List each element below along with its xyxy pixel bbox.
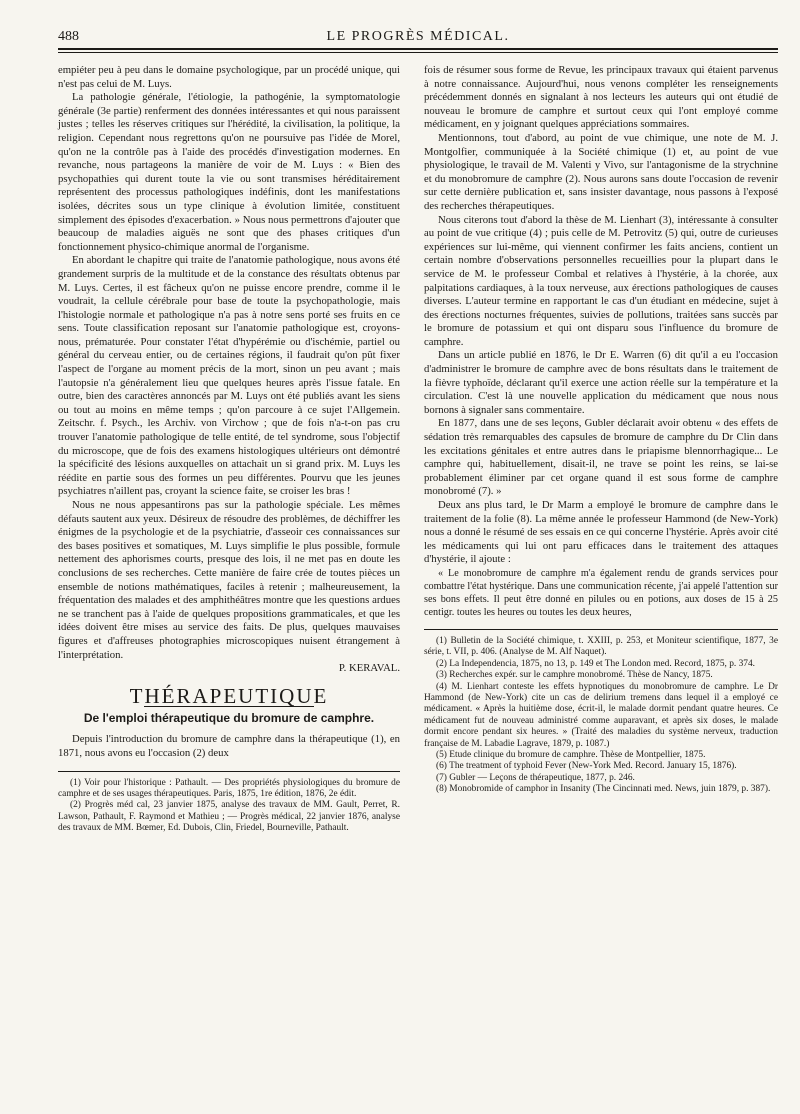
body-paragraph: La pathologie générale, l'étiologie, la pathogénie, la symptomatologie générale (3e partie) renferment des données intéressantes et qui nous paraissent justes ; telles les réserves critiques sur l'hérédité, la civilisation, la politique, la religion. Cependant nous regrettons qu'on ne poursuive pas l'idée de Morel, qu'on ne la contrôle pas à l'aide des procédés d'investigation modernes. En revanche, nous partageons la manière de voir de M. Luys : « Bien des psychopathies qui durent toute la vie ou sont transmises héréditairement représentent des processus pathologiques indéfinis, dont les manifestations isolées, décrites sous un type clinique à évolution limitée, constituent simplement des épisodes d'exacerbation. » Nous nous permettrons d'ajouter que beaucoup de maladies aiguës ne sont que des phases critiques d'un fonctionnement physico-chimique anormal de l'organisme. (58, 91, 400, 253)
body-paragraph: fois de résumer sous forme de Revue, les principaux travaux qui étaient parvenus à notre connaissance. Aujourd'hui, nous venons compléter les renseignements précédemment donnés en signalant à nos lecteurs les auteurs qui ont étudié de nouveau le bromure de camphre et surtout ceux qui l'ont employé comme médicament, en y joignant quelques appréciations sommaires. (424, 64, 778, 131)
footnote: (2) La Independencia, 1875, no 13, p. 149 et The London med. Record, 1875, p. 374. (436, 658, 756, 669)
body-paragraph: Mentionnons, tout d'abord, au point de vue chimique, une note de M. J. Montgolfier, communiquée à la Société chimique (1) et, au point de vue physiologique, le travail de M. Valenti y Vivo, sur l'antagonisme de la strychnine et du monobromure de camphre (2). Nous aurons sans doute l'occasion de revenir sur cette dernière publication et, sans insister davantage, nous passons à l'exposé des recherches thérapeutiques. (424, 131, 778, 212)
footnote-rule (58, 771, 400, 772)
page-number: 488 (58, 29, 79, 44)
footnote: (2) Progrès méd cal, 23 janvier 1875, analyse des travaux de MM. Gault, Perret, R. Lawson, Pathault, F. Raymond et Mathieu ; — Progrès médical, 22 janvier 1876, analyse des travaux de MM. Bœmer, Ed. Dubois, Clin, Friedel, Bourneville, Pathault. (58, 800, 400, 834)
footnote: (5) Etude clinique du bromure de camphre. Thèse de Montpellier, 1875. (436, 750, 706, 761)
section-title (58, 683, 400, 708)
body-paragraph: Dans un article publié en 1876, le Dr E. Warren (6) dit qu'il a eu l'occasion d'administrer le bromure de camphre avec de bons résultats dans le traitement de la fièvre typhoïde, déclarant qu'il exerce une action réelle sur la température et la circulation. C'est là une nouvelle application du médicament que nous nous bornons à signaler sans commentaire. (424, 349, 778, 416)
footnote: (3) Recherches expér. sur le camphre monobromé. Thèse de Nancy, 1875. (436, 670, 713, 681)
block-quote: « Le monobromure de camphre m'a également rendu de grands services pour combattre l'état hystérique. Dans une communication récente, j'ai appelé l'attention sur ses bons effets. Il peut être donné en pilules ou en potions, aux doses de 15 à 25 centigr. toutes les heures ou toutes les deux heures, (424, 567, 778, 618)
footnote: (4) M. Lienhart conteste les effets hypnotiques du monobromure de camphre. Le Dr Hammond (de New-York) cite un cas de delirium tremens dans lequel il a employé ce médicament. « Après la huitième dose, écrit-il, le malade dormit pendant quatre heures. Ce médicament fut de nouveau administré comme auparavant, et après six doses, le malade dormit encore pendant six heures. » (Traité des maladies du système nerveux, traduction française de M. Labadie Lagrave, 1879, p. 1087.) (424, 681, 778, 749)
footnote: (8) Monobromide of camphor in Insanity (The Cincinnati med. News, juin 1879, p. 387). (436, 784, 771, 795)
header-rule-thick (58, 48, 778, 50)
footnote: (1) Bulletin de la Société chimique, t. XXIII, p. 253, et Moniteur scientifique, 1877, 3e série, t. VII, p. 406. (Analyse de M. Alf Naquet). (424, 635, 778, 658)
body-paragraph: empiéter peu à peu dans le domaine psychologique, par un procédé unique, qui n'est pas celui de M. Luys. (58, 64, 400, 90)
body-paragraph: En abordant le chapitre qui traite de l'anatomie pathologique, nous avons été grandement surpris de la multitude et de la constance des résultats obtenus par M. Luys. Certes, il est fâcheux qu'on ne puisse encore prendre, comme il le voudrait, la cellule cérébrale pour base de toute la psychopathologie, mais l'histologie normale et pathologique n'a pas à notre sens porté ses fruits en ce sens. Toute classification reposant sur l'anatomie pathologique est, croyons-nous, prématurée. Pour constater l'état d'hypérémie ou d'ischémie, partiel ou général du cerveau entier, ou de certaines régions, il faudrait qu'on pût fixer l'aspect de l'organe au moment précis de la mort, sinon un peu avant ; mais l'autopsie n'a généralement lieu que quelques heures après l'issue fatale. En outre, bien des caractères annoncés par M. Luys ont été publiés avant les siens ou tout au moins en même temps ; qu'on parcoure à ce sujet l'Allgemein. Zeitschr. f. Psych., les Archiv. von Virchow ; que de fois n'a-t-on pas cru trouver l'anatomie pathologique de telle entité, de tel syndrome, sous l'objectif du microscope, que de fois des examens histologiques ultérieurs ont démontré la spécificité des lésions auxquelles on attachait un si grand prix. M. Luys les réédite en partie sous des formes un peu différentes. Pourvu que les jeunes psychiatres n'aillent pas, croyant la science faite, se croiser les bras ! (58, 254, 400, 498)
body-paragraph: Nous ne nous appesantirons pas sur la pathologie spéciale. Les mêmes défauts sautent aux yeux. Désireux de résoudre des problèmes, de déchiffrer les énigmes de la psychologie et de la psychiatrie, d'asseoir ces connaissances sur des bases positives et somatiques, M. Luys simplifie le plus possible, formule nettement des aphorismes courts, presque des lois, il ne met pas en doute les conclusions de ses recherches. Cette manière de faire crée de toutes pièces un ensemble de notions mathématiques, faciles à retenir ; malheureusement, la fréquentation des malades et des amphithéâtres montre que les questions ardues ne se tranchent pas à l'aide de quelques propositions grammaticales, et que les idées doivent être mises au service des faits. De plus, quelques mauvaises figures et d'affreuses photographies microscopiques nuisent étrangement à l'interprétation. (58, 499, 400, 661)
intro-paragraph: Depuis l'introduction du bromure de camphre dans la thérapeutique (1), en 1871, nous avons eu l'occasion (2) deux (58, 733, 400, 759)
footnote-rule (424, 629, 778, 630)
body-paragraph: Nous citerons tout d'abord la thèse de M. Lienhart (3), intéressante à consulter au point de vue critique (4) ; puis celle de M. Petrovitz (5) qui, outre de curieuses expériences sur lui-même, qui viennent confirmer les faits anciens, contient un certain nombre d'observations personnelles recueillies pour la plupart dans le service de M. le professeur Combal et relatives à l'hystérie, à la chorée, aux palpitations cardiaques, à la toux nerveuse, aux érections pathologiques de causes diverses. L'auteur termine en rapportant le cas d'un étudiant en médecine, sujet à des érections nocturnes fréquentes, suivies de pollutions, traitées sans succès par le bromure de potassium et qui ont disparu sous l'influence du bromure de camphre. (424, 213, 778, 348)
right-column (424, 64, 778, 796)
section-subtitle: De l'emploi thérapeutique du bromure de camphre. (83, 711, 375, 726)
page-header (58, 29, 778, 49)
body-paragraph: En 1877, dans une de ses leçons, Gubler déclarait avoir obtenu « des effets de sédation très remarquables des capsules de bromure de camphre du Dr Clin dans les excitations génitales et entre autres dans le priapisme blennorrhagique... Le camphre qui, habituellement, disait-il, ne trave se point les reins, se lai-se probablement éliminer par cet organe quand il est sous forme de camphre monobromé (7). » (424, 417, 778, 498)
footnote: (7) Gubler — Leçons de thérapeutique, 1877, p. 246. (436, 772, 635, 783)
section-title-text: THÉRAPEUTIQUE (129, 683, 329, 708)
header-rule-thin (58, 52, 778, 53)
journal-title: LE PROGRÈS MÉDICAL. (326, 29, 510, 44)
author-signature: P. KERAVAL. (338, 662, 400, 675)
left-column (58, 64, 400, 835)
footnote: (1) Voir pour l'historique : Pathault. — Des propriétés physiologiques du bromure de camphre et de ses usages thérapeutiques. Paris, 1875, 1re édition, 1876, 2e édit. (58, 777, 400, 799)
body-paragraph: Deux ans plus tard, le Dr Marm a employé le bromure de camphre dans le traitement de la folie (8). La même année le professeur Hammond (de New-York) nous a donné le résumé de ses essais en ce qui concerne l'hystérie. Après avoir cité les médicaments qui lui ont paru efficaces dans le traitement des attaques d'hystérie, il ajoute : (424, 499, 778, 566)
footnote: (6) The treatment of typhoid Fever (New-York Med. Record. January 15, 1876). (436, 761, 737, 772)
